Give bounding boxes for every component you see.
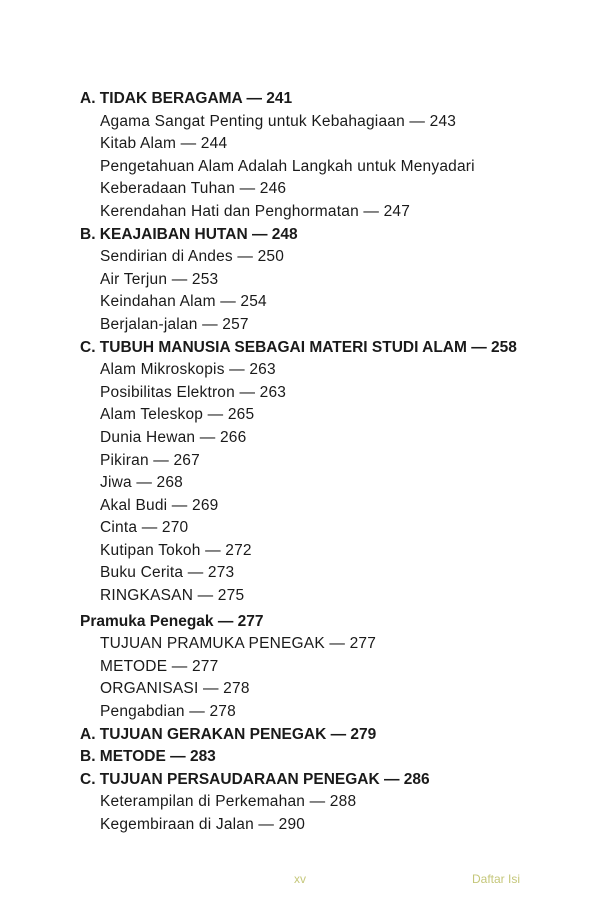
- toc-entry: Pikiran — 267: [100, 451, 200, 469]
- toc-entry: Cinta — 270: [100, 519, 189, 537]
- toc-entry: Pengabdian — 278: [100, 703, 236, 721]
- toc-entry: Dunia Hewan — 266: [100, 428, 247, 446]
- toc-entry: Posibilitas Elektron — 263: [100, 383, 287, 401]
- toc-section-heading: C. TUJUAN PERSAUDARAAN PENEGAK — 286: [80, 770, 430, 788]
- toc-entry: Keterampilan di Perkemahan — 288: [100, 793, 357, 811]
- toc-entry: Kutipan Tokoh — 272: [100, 541, 252, 559]
- toc-entry: Akal Budi — 269: [100, 496, 219, 514]
- toc-section-heading: A. TUJUAN GERAKAN PENEGAK — 279: [80, 725, 377, 743]
- table-of-contents: [80, 88, 580, 837]
- toc-section-heading: Pramuka Penegak — 277: [80, 612, 264, 630]
- toc-entry: TUJUAN PRAMUKA PENEGAK — 277: [100, 635, 377, 653]
- toc-section-heading: A. TIDAK BERAGAMA — 241: [80, 90, 293, 107]
- toc-section-heading: C. TUBUH MANUSIA SEBAGAI MATERI STUDI ALAM — 258: [80, 338, 517, 356]
- toc-entry: METODE — 277: [100, 657, 219, 675]
- toc-entry: Kitab Alam — 244: [100, 135, 228, 153]
- toc-entry: Air Terjun — 253: [100, 270, 219, 288]
- toc-entry: Berjalan-jalan — 257: [100, 315, 249, 333]
- toc-section-heading: B. METODE — 283: [80, 748, 216, 766]
- toc-entry: Keberadaan Tuhan — 246: [100, 180, 287, 198]
- toc-entry: Buku Cerita — 273: [100, 564, 235, 582]
- running-title: Daftar Isi: [472, 872, 521, 886]
- toc-entry: Jiwa — 268: [100, 474, 183, 492]
- toc-entry: ORGANISASI — 278: [100, 680, 250, 698]
- toc-entry: Pengetahuan Alam Adalah Langkah untuk Menyadari: [100, 157, 475, 175]
- toc-section-heading: B. KEAJAIBAN HUTAN — 248: [80, 225, 298, 243]
- toc-entry: Alam Teleskop — 265: [100, 406, 255, 424]
- toc-entry: Kerendahan Hati dan Penghormatan — 247: [100, 202, 411, 220]
- toc-entry: Kegembiraan di Jalan — 290: [100, 816, 306, 833]
- toc-entry: Sendirian di Andes — 250: [100, 248, 285, 266]
- toc-entry: Agama Sangat Penting untuk Kebahagiaan — 243: [100, 112, 457, 130]
- page-number: xv: [294, 872, 306, 886]
- toc-entry: RINGKASAN — 275: [100, 587, 245, 605]
- toc-entry: Alam Mikroskopis — 263: [100, 361, 276, 379]
- toc-entry: Keindahan Alam — 254: [100, 293, 267, 311]
